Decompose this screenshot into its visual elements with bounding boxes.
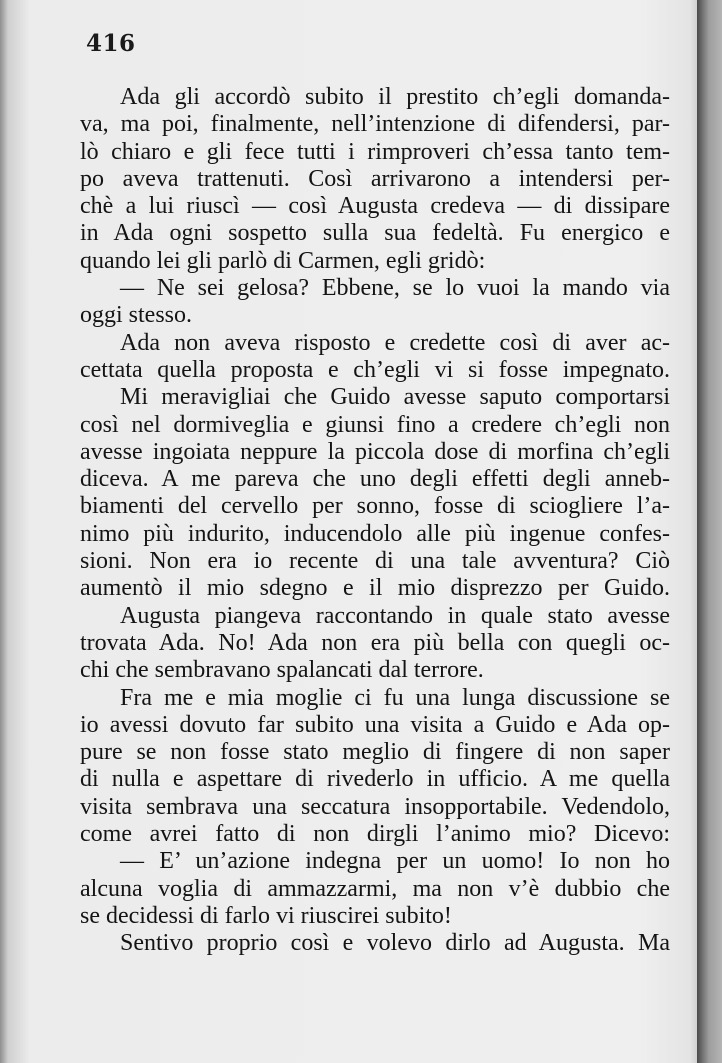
text-line: trovata Ada. No! Ada non era più bella con quegli oc- bbox=[80, 629, 670, 656]
text-line: Ada non aveva risposto e credette così di aver ac- bbox=[120, 329, 670, 356]
text-line: Augusta piangeva raccontando in quale stato avesse bbox=[120, 602, 670, 629]
text-line: sioni. Non era io recente di una tale avventura? Ciò bbox=[80, 548, 670, 575]
text-line: io avessi dovuto far subito una visita a Guido e Ada op- bbox=[80, 711, 670, 738]
text-line: chè a lui riuscì — così Augusta credeva — di dissipare bbox=[80, 193, 670, 220]
text-line: biamenti del cervello per sonno, fosse di sciogliere l’a- bbox=[80, 493, 670, 520]
text-line: chi che sembravano spalancati dal terrore. bbox=[80, 657, 484, 684]
text-line: pure se non fosse stato meglio di fingere di non saper bbox=[80, 739, 670, 766]
text-line: cettata quella proposta e ch’egli vi si fosse impegnato. bbox=[80, 356, 670, 383]
text-line: po aveva trattenuti. Così arrivarono a intendersi per- bbox=[80, 165, 670, 192]
text-line: nimo più indurito, inducendolo alle più ingenue confes- bbox=[80, 520, 670, 547]
text-line: alcuna voglia di ammazzarmi, ma non v’è dubbio che bbox=[80, 875, 670, 902]
text-line: quando lei gli parlò di Carmen, egli gridò: bbox=[80, 247, 486, 274]
text-line: diceva. A me pareva che uno degli effetti degli anneb- bbox=[80, 466, 670, 493]
text-line: così nel dormiveglia e giunsi fino a credere ch’egli non bbox=[80, 411, 670, 438]
text-line: come avrei fatto di non dirgli l’animo mio? Dicevo: bbox=[80, 821, 670, 848]
text-line: Mi meravigliai che Guido avesse saputo comportarsi bbox=[120, 384, 670, 411]
text-line: di nulla e aspettare di rivederlo in ufficio. A me quella bbox=[80, 766, 670, 793]
text-line: avesse ingoiata neppure la piccola dose di morfina ch’egli bbox=[80, 438, 670, 465]
text-line: oggi stesso. bbox=[80, 302, 193, 329]
text-line: Fra me e mia moglie ci fu una lunga discussione se bbox=[120, 684, 670, 711]
text-line: Ada gli accordò subito il prestito ch’egli domanda- bbox=[120, 84, 670, 110]
text-line: in Ada ogni sospetto sulla sua fedeltà. Fu energico e bbox=[80, 220, 670, 247]
text-line: — Ne sei gelosa? Ebbene, se lo vuoi la mando via bbox=[120, 275, 670, 302]
page-edge-shadow bbox=[697, 0, 722, 1063]
body-text bbox=[80, 84, 670, 958]
text-line: — E’ un’azione indegna per un uomo! Io non ho bbox=[120, 848, 670, 875]
text-line: aumentò il mio sdegno e il mio disprezzo per Guido. bbox=[80, 575, 670, 602]
text-line: Sentivo proprio così e volevo dirlo ad Augusta. Ma bbox=[120, 930, 670, 957]
text-line: va, ma poi, finalmente, nell’intenzione di difendersi, par- bbox=[80, 111, 670, 138]
text-line: se decidessi di farlo vi riuscirei subito! bbox=[80, 902, 452, 929]
text-line: lò chiaro e gli fece tutti i rimproveri ch’essa tanto tem- bbox=[80, 138, 670, 165]
page-number: 416 bbox=[86, 30, 136, 57]
text-line: visita sembrava una seccatura insopportabile. Vedendolo, bbox=[80, 793, 670, 820]
